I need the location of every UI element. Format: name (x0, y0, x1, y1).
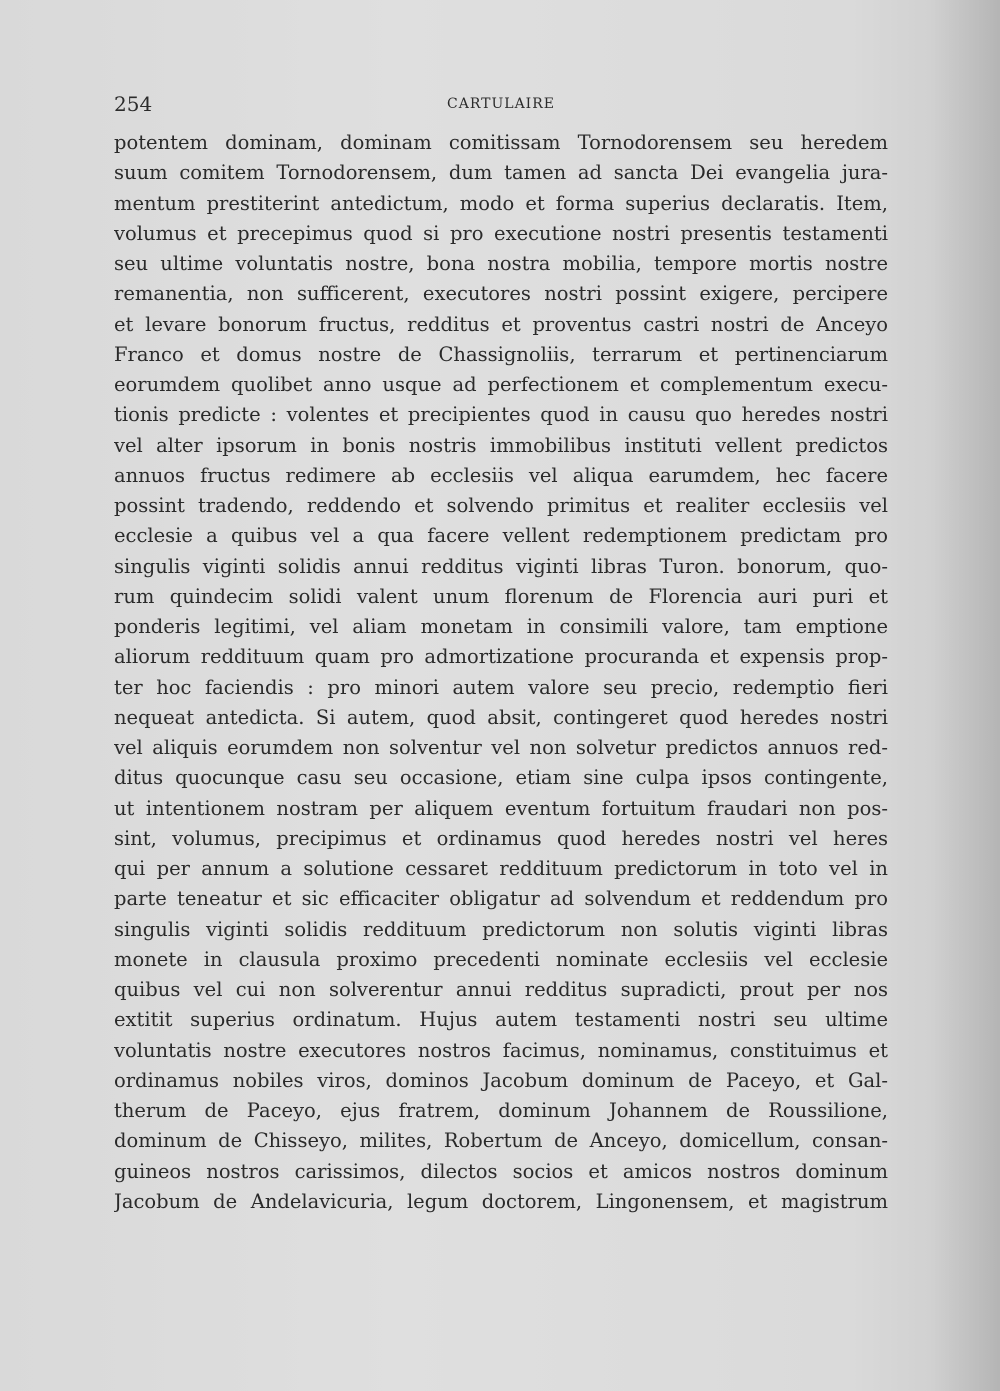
text-line: parte teneatur et sic efficaciter obligatur ad solvendum et reddendum pro (114, 887, 888, 911)
text-line: volumus et precepimus quod si pro executione nostri presentis testamenti (114, 221, 888, 245)
text-line: eorumdem quolibet anno usque ad perfectionem et complementum execu- (114, 373, 888, 396)
body-text (114, 128, 888, 1217)
text-line: vel alter ipsorum in bonis nostris immobilibus instituti vellent predictos (114, 433, 888, 457)
page-header (114, 92, 888, 122)
text-line: potentem dominam, dominam comitissam Tornodorensem seu heredem (114, 131, 888, 154)
text-line: vel aliquis eorumdem non solventur vel non solvetur predictos annuos red- (114, 736, 888, 759)
text-line: quibus vel cui non solverentur annui redditus supradicti, prout per nos (114, 978, 888, 1001)
text-line: Jacobum de Andelavicuria, legum doctorem, Lingonensem, et magistrum (114, 1189, 888, 1213)
text-line: sint, volumus, precipimus et ordinamus quod heredes nostri vel heres (114, 826, 888, 850)
text-line: aliorum reddituum quam pro admortizatione procuranda et expensis prop- (114, 645, 888, 669)
text-line: monete in clausula proximo precedenti nominate ecclesiis vel ecclesie (114, 947, 888, 971)
text-line: extitit superius ordinatum. Hujus autem testamenti nostri seu ultime (114, 1008, 888, 1032)
text-line: ordinamus nobiles viros, dominos Jacobum dominum de Paceyo, et Gal- (114, 1068, 888, 1092)
text-line: ponderis legitimi, vel aliam monetam in consimili valore, tam emptione (114, 615, 888, 638)
text-line: possint tradendo, reddendo et solvendo primitus et realiter ecclesiis vel (114, 494, 888, 517)
page-number: 254 (114, 92, 153, 116)
text-line: nequeat antedicta. Si autem, quod absit, contingeret quod heredes nostri (114, 705, 888, 729)
text-line: guineos nostros carissimos, dilectos socios et amicos nostros dominum (114, 1159, 888, 1183)
text-line: ditus quocunque casu seu occasione, etiam sine culpa ipsos contingente, (114, 766, 888, 790)
text-line: therum de Paceyo, ejus fratrem, dominum Johannem de Roussilione, (114, 1099, 888, 1122)
text-line: mentum prestiterint antedictum, modo et forma superius declaratis. Item, (114, 191, 888, 215)
text-line: qui per annum a solutione cessaret reddituum predictorum in toto vel in (114, 857, 888, 880)
text-line: remanentia, non sufficerent, executores nostri possint exigere, percipere (114, 282, 888, 306)
text-line: et levare bonorum fructus, redditus et proventus castri nostri de Anceyo (114, 312, 888, 336)
text-line: voluntatis nostre executores nostros facimus, nominamus, constituimus et (114, 1038, 888, 1062)
page-edge-shadow (930, 0, 1000, 1391)
text-line: Franco et domus nostre de Chassignoliis, terrarum et pertinenciarum (114, 342, 888, 366)
text-line: rum quindecim solidi valent unum florenum de Florencia auri puri et (114, 584, 888, 608)
text-line: singulis viginti solidis reddituum predictorum non solutis viginti libras (114, 917, 888, 941)
text-line: ter hoc faciendis : pro minori autem valore seu precio, redemptio fieri (114, 675, 888, 699)
text-line: annuos fructus redimere ab ecclesiis vel aliqua earumdem, hec facere (114, 463, 888, 487)
text-line: tionis predicte : volentes et precipientes quod in causu quo heredes nostri (114, 403, 888, 427)
text-line: ut intentionem nostram per aliquem eventum fortuitum fraudari non pos- (114, 796, 888, 820)
text-line: suum comitem Tornodorensem, dum tamen ad sancta Dei evangelia jura- (114, 161, 888, 185)
text-line: dominum de Chisseyo, milites, Robertum de Anceyo, domicellum, consan- (114, 1129, 888, 1153)
text-line: ecclesie a quibus vel a qua facere vellent redemptionem predictam pro (114, 524, 888, 548)
running-title: CARTULAIRE (447, 96, 555, 112)
text-line: seu ultime voluntatis nostre, bona nostra mobilia, tempore mortis nostre (114, 252, 888, 275)
text-line: singulis viginti solidis annui redditus viginti libras Turon. bonorum, quo- (114, 554, 888, 578)
